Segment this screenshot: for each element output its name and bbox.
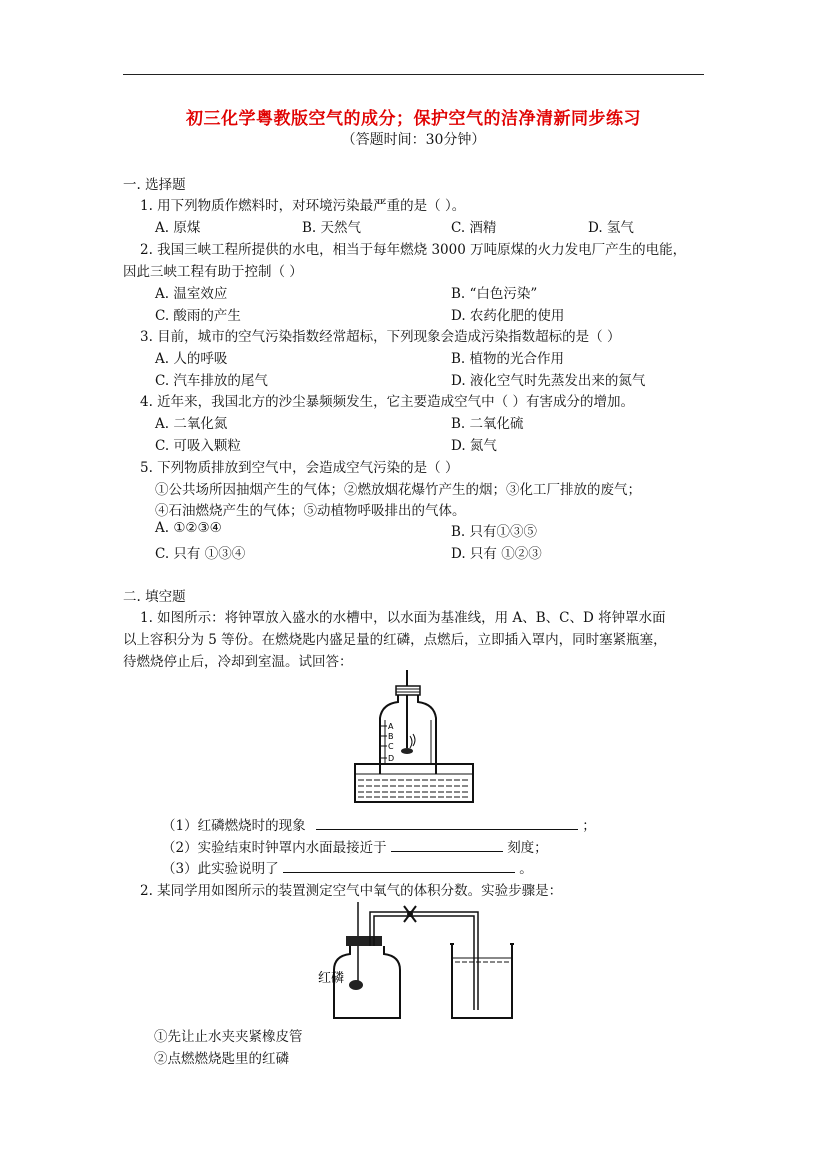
q2-option-b: B. “白色污染” (451, 286, 538, 302)
q4-stem: 4. 近年来，我国北方的沙尘暴频频发生，它主要造成空气中（ ）有害成分的增加。 (140, 394, 634, 410)
q3-option-c: C. 汽车排放的尾气 (155, 373, 268, 389)
fill-q1-line1: 1. 如图所示：将钟罩放入盛水的水槽中，以水面为基准线，用 A、B、C、D 将钟罩水面 (140, 610, 666, 626)
scale-label-c: C (388, 742, 394, 751)
q5-option-b: B. 只有①③⑤ (451, 524, 538, 540)
fill-q1-sub3-end: 。 (519, 861, 533, 877)
fill-q1-sub2-end: 刻度； (507, 840, 548, 856)
q3-option-d: D. 液化空气时先蒸发出来的氮气 (451, 373, 646, 389)
sub1-answer-blank[interactable] (316, 815, 578, 830)
q5-option-a: A. ①②③④ (155, 520, 222, 536)
fill-q1-sub2 (162, 836, 548, 856)
q2-option-a: A. 温室效应 (155, 286, 228, 302)
fill-q1-line3: 待燃烧停止后，冷却到室温。试回答： (123, 654, 353, 670)
header-rule (123, 74, 704, 75)
q1-option-a: A. 原煤 (155, 220, 201, 236)
fill-q2-step1: ①先让止水夹夹紧橡皮管 (154, 1029, 303, 1045)
scale-label-d: D (388, 754, 395, 763)
bell-jar-diagram (352, 668, 477, 808)
fill-q1-line2: 以上容积分为 5 等份。在燃烧匙内盛足量的红磷，点燃后，立即插入罩内，同时塞紧瓶塞， (123, 632, 667, 648)
q4-option-c: C. 可吸入颗粒 (155, 438, 241, 454)
q3-stem: 3. 目前，城市的空气污染指数经常超标，下列现象会造成污染指数超标的是（ ） (140, 329, 621, 345)
document-subtitle: （答题时间：30分钟） (341, 132, 486, 148)
section2-heading: 二. 填空题 (123, 589, 186, 605)
oxygen-measurement-diagram (312, 900, 522, 1020)
fill-q1-sub2-prompt: （2）实验结束时钟罩内水面最接近于 (162, 840, 387, 856)
q4-option-a: A. 二氧化氮 (155, 416, 228, 432)
q2-option-d: D. 农药化肥的使用 (451, 308, 565, 324)
q5-option-c: C. 只有 ①③④ (155, 546, 246, 562)
fill-q1-sub1 (162, 814, 596, 834)
red-phosphorus-label: 红磷 (318, 971, 345, 986)
sub2-answer-blank[interactable] (391, 837, 503, 852)
q2-stem-line2: 因此三峡工程有助于控制（ ） (123, 264, 303, 280)
q2-stem-line1: 2. 我国三峡工程所提供的水电，相当于每年燃烧 3000 万吨原煤的火力发电厂产生的电能， (140, 242, 687, 258)
q5-line2: ④石油燃烧产生的气体；⑤动植物呼吸排出的气体。 (155, 503, 466, 519)
q3-option-b: B. 植物的光合作用 (451, 351, 565, 367)
fill-q1-sub3 (162, 857, 533, 877)
q5-option-d: D. 只有 ①②③ (451, 546, 542, 562)
fill-q2-stem: 2. 某同学用如图所示的装置测定空气中氧气的体积分数。实验步骤是： (140, 883, 563, 899)
fill-q1-sub1-prompt: （1）红磷燃烧时的现象 (162, 818, 306, 834)
q5-stem: 5. 下列物质排放到空气中，会造成空气污染的是（ ） (140, 460, 459, 476)
q4-option-b: B. 二氧化硫 (451, 416, 524, 432)
scale-label-a: A (388, 722, 394, 731)
q3-option-a: A. 人的呼吸 (155, 351, 228, 367)
q1-option-c: C. 酒精 (451, 220, 497, 236)
q1-option-b: B. 天然气 (302, 220, 362, 236)
section1-heading: 一. 选择题 (123, 177, 186, 193)
q1-option-d: D. 氢气 (588, 220, 634, 236)
q4-option-d: D. 氮气 (451, 438, 497, 454)
scale-label-b: B (388, 732, 394, 741)
q2-option-c: C. 酸雨的产生 (155, 308, 241, 324)
document-title: 初三化学粤教版空气的成分；保护空气的洁净清新同步练习 (186, 109, 641, 129)
fill-q2-step2: ②点燃燃烧匙里的红磷 (154, 1051, 289, 1067)
sub3-answer-blank[interactable] (283, 858, 515, 873)
fill-q1-sub1-end: ； (582, 818, 596, 834)
fill-q1-sub3-prompt: （3）此实验说明了 (162, 861, 279, 877)
q5-line1: ①公共场所因抽烟产生的气体；②燃放烟花爆竹产生的烟；③化工厂排放的废气； (155, 482, 641, 498)
q1-stem: 1. 用下列物质作燃料时，对环境污染最严重的是（ ）。 (140, 198, 466, 214)
